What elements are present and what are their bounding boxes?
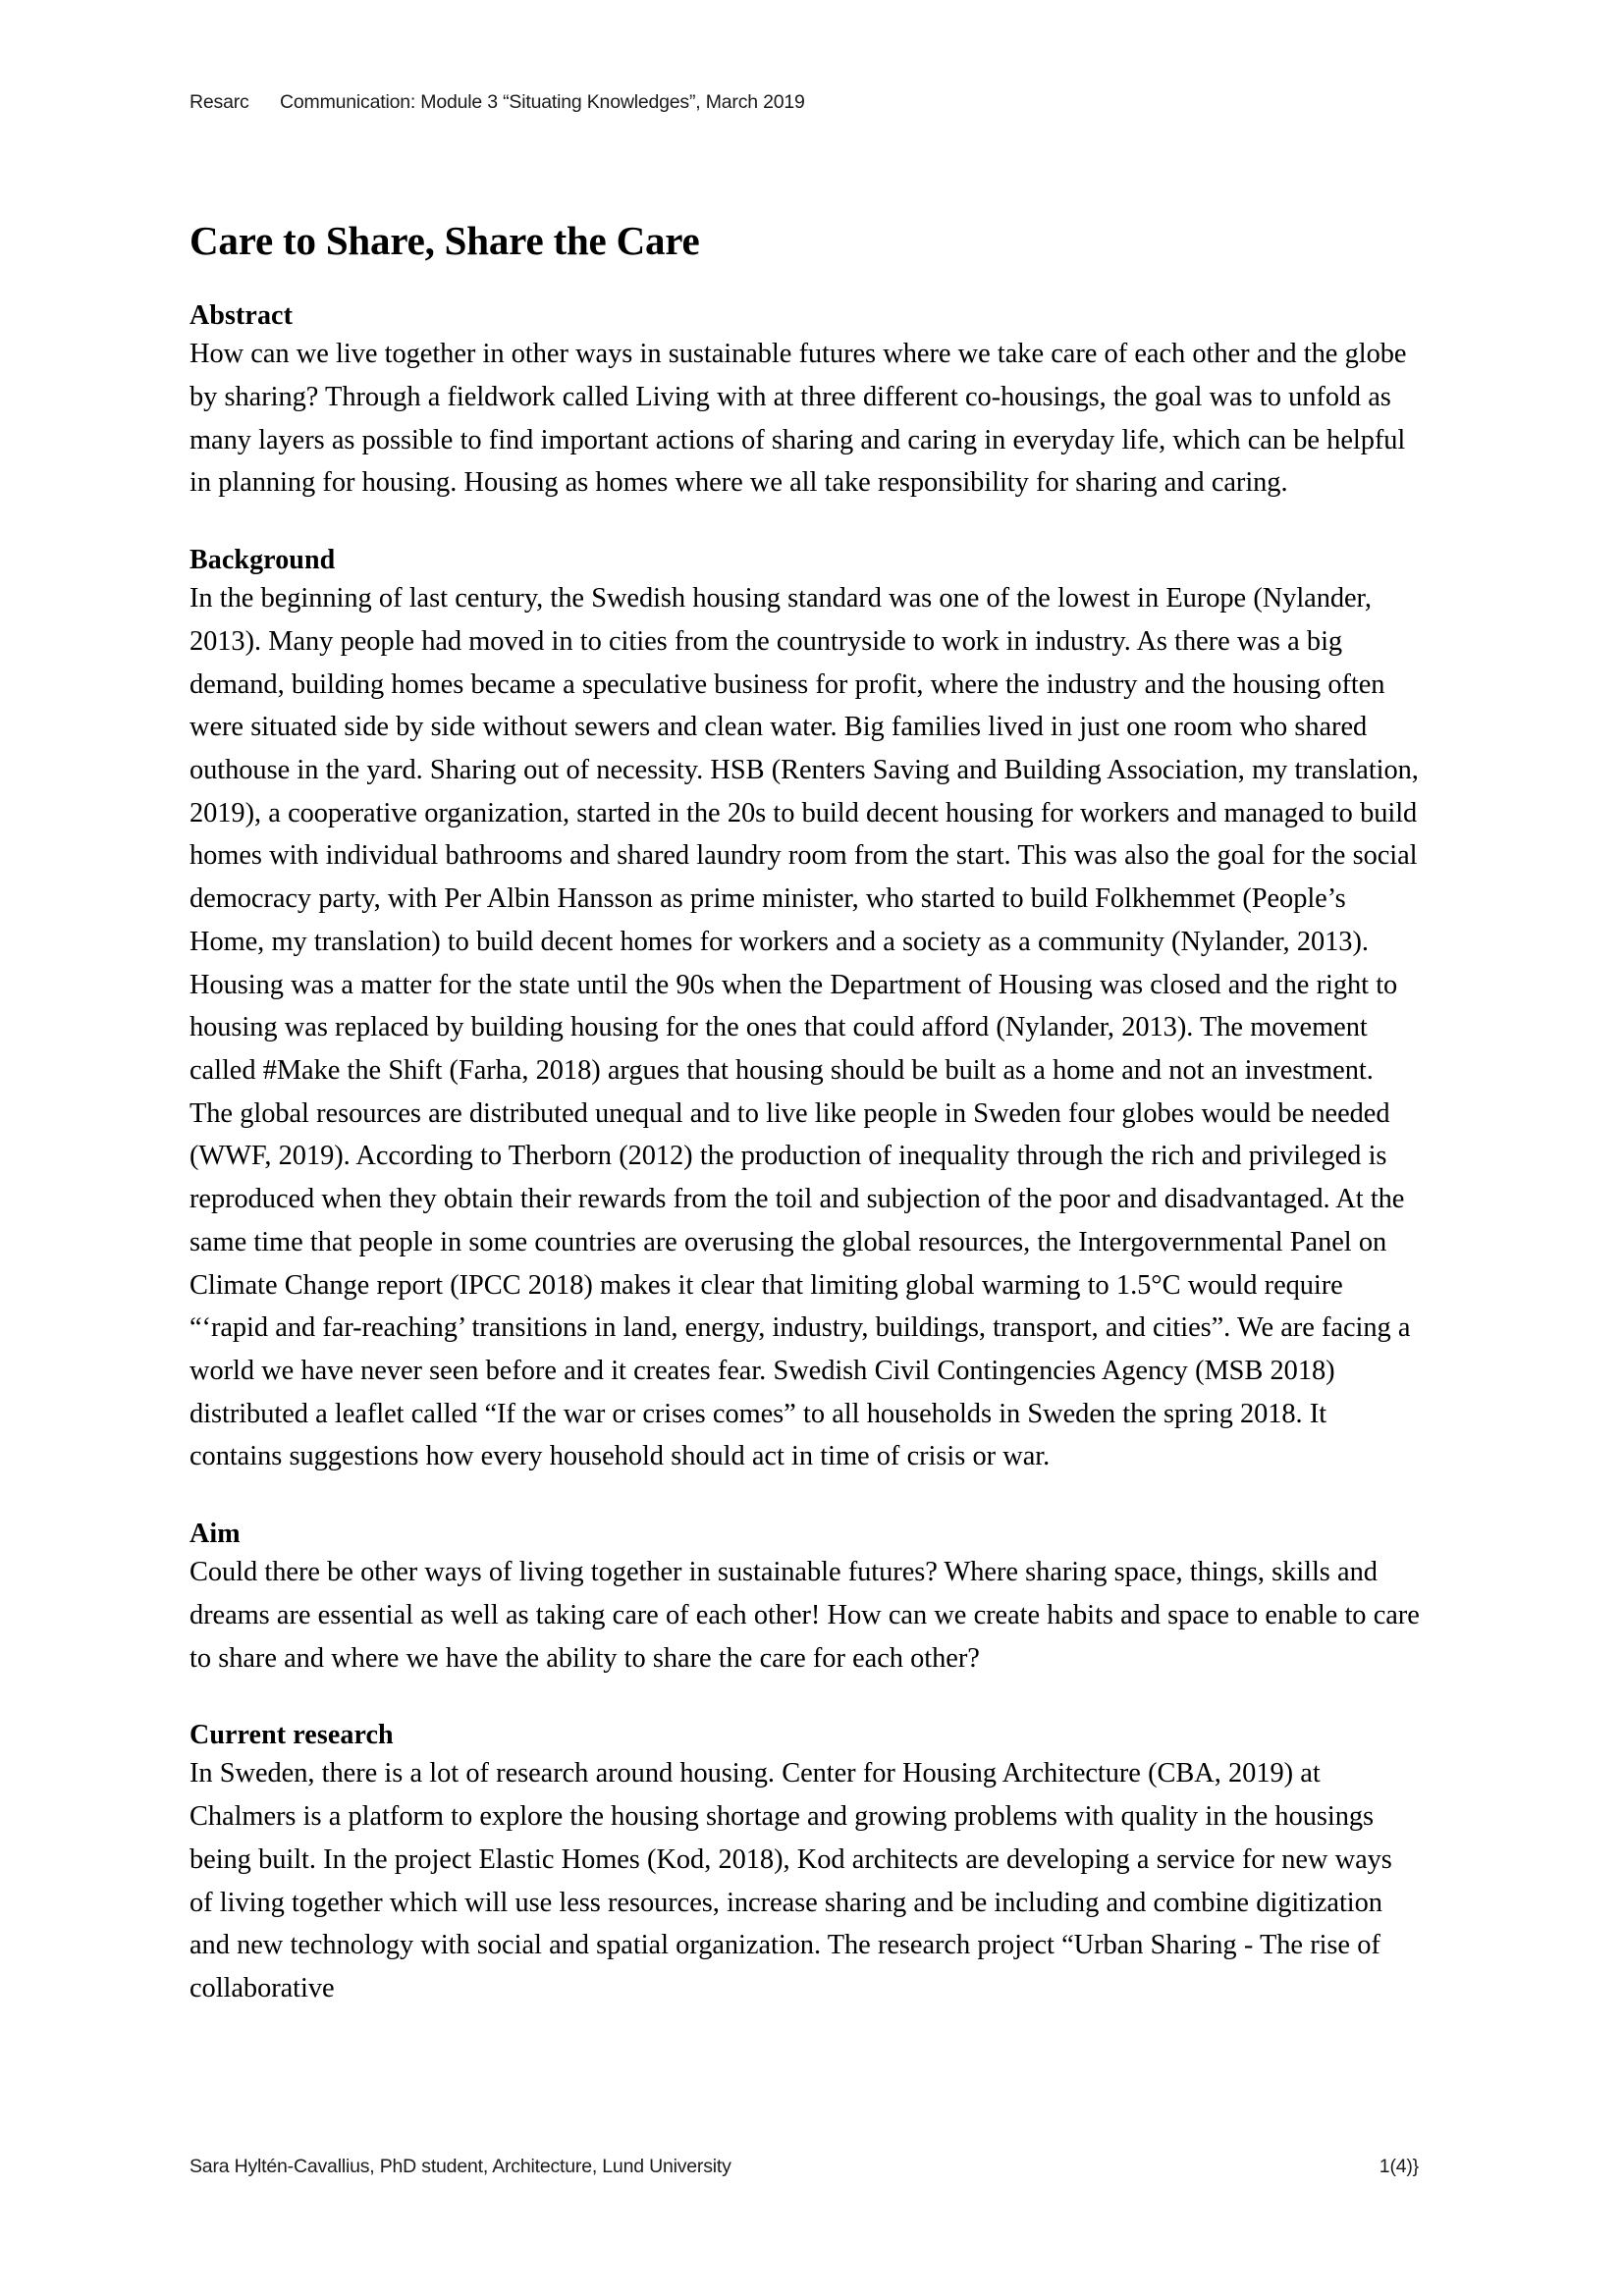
footer-page-number: 1(4)} (1379, 2156, 1419, 2177)
section-abstract (189, 299, 1422, 505)
section-heading-abstract: Abstract (189, 300, 293, 332)
page-title: Care to Share, Share the Care (189, 218, 700, 263)
section-body-background: In the beginning of last century, the Swedish housing standard was one of the lowest in Europe (Nylander, 2013). Many people had moved in to cities from the countryside to work in industry. As there was a big demand, building homes became a speculative business for profit, where the industry and the housing often were situated side by side without sewers and clean water. Big families lived in just one room who shared outhouse in the yard. Sharing out of necessity. HSB (Renters Saving and Building Association, my translation, 2019), a cooperative organization, started in the 20s to build decent housing for workers and managed to build homes with individual bathrooms and shared laundry room from the start. This was also the goal for the social democracy party, with Per Albin Hansson as prime minister, who started to build Folkhemmet (People’s Home, my translation) to build decent homes for workers and a society as a community (Nylander, 2013). Housing was a matter for the state until the 90s when the Department of Housing was closed and the right to housing was replaced by building housing for the ones that could afford (Nylander, 2013). The movement called #Make the Shift (Farha, 2018) argues that housing should be built as a home and not an investment. The global resources are distributed unequal and to live like people in Sweden four globes would be needed (WWF, 2019). According to Therborn (2012) the production of inequality through the rich and privileged is reproduced when they obtain their rewards from the toil and subjection of the poor and disadvantaged. At the same time that people in some countries are overusing the global resources, the Intergovernmental Panel on Climate Change report (IPCC 2018) makes it clear that limiting global warming to 1.5°C would require “‘rapid and far-reaching’ transitions in land, energy, industry, buildings, transport, and cities”. We are facing a world we have never seen before and it creates fear. Swedish Civil Contingencies Agency (MSB 2018) distributed a leaflet called “If the war or crises comes” to all households in Sweden the spring 2018. It contains suggestions how every household should act in time of crisis or war. (189, 583, 1419, 1472)
section-heading-aim: Aim (189, 1519, 241, 1550)
document-body (189, 218, 1422, 2010)
section-body-current-research: In Sweden, there is a lot of research around housing. Center for Housing Architecture (CBA, 2019) at Chalmers is a platform to explore the housing shortage and growing problems with quality in the housings being built. In the project Elastic Homes (Kod, 2018), Kod architects are developing a service for new ways of living together which will use less resources, increase sharing and be including and combine digitization and new technology with social and spatial organization. The research project “Urban Sharing - The rise of collaborative (189, 1758, 1392, 2003)
section-body-aim: Could there be other ways of living together in sustainable futures? Where sharing space, things, skills and dreams are essential as well as taking care of each other! How can we create habits and space to enable to care to share and where we have the ability to share the care for each other? (189, 1557, 1420, 1674)
section-heading-current-research: Current research (189, 1720, 394, 1751)
section-current-research (189, 1719, 1422, 2009)
running-head-organisation: Resarc (189, 91, 249, 113)
section-body-abstract: How can we live together in other ways in sustainable futures where we take care of each other and the globe by sharing? Through a fieldwork called Living with at three different co-housings, the goal was to unfold as many layers as possible to find important actions of sharing and caring in everyday life, which can be helpful in planning for housing. Housing as homes where we all take responsibility for sharing and caring. (189, 339, 1407, 499)
section-heading-background: Background (189, 545, 336, 576)
page-footer (189, 2156, 1419, 2178)
section-background (189, 544, 1422, 1478)
footer-author-line: Sara Hyltén-Cavallius, PhD student, Architecture, Lund University (189, 2156, 731, 2177)
running-head-course: Communication: Module 3 “Situating Knowledges”, March 2019 (280, 91, 805, 113)
running-head (189, 90, 1419, 115)
section-aim (189, 1518, 1422, 1680)
